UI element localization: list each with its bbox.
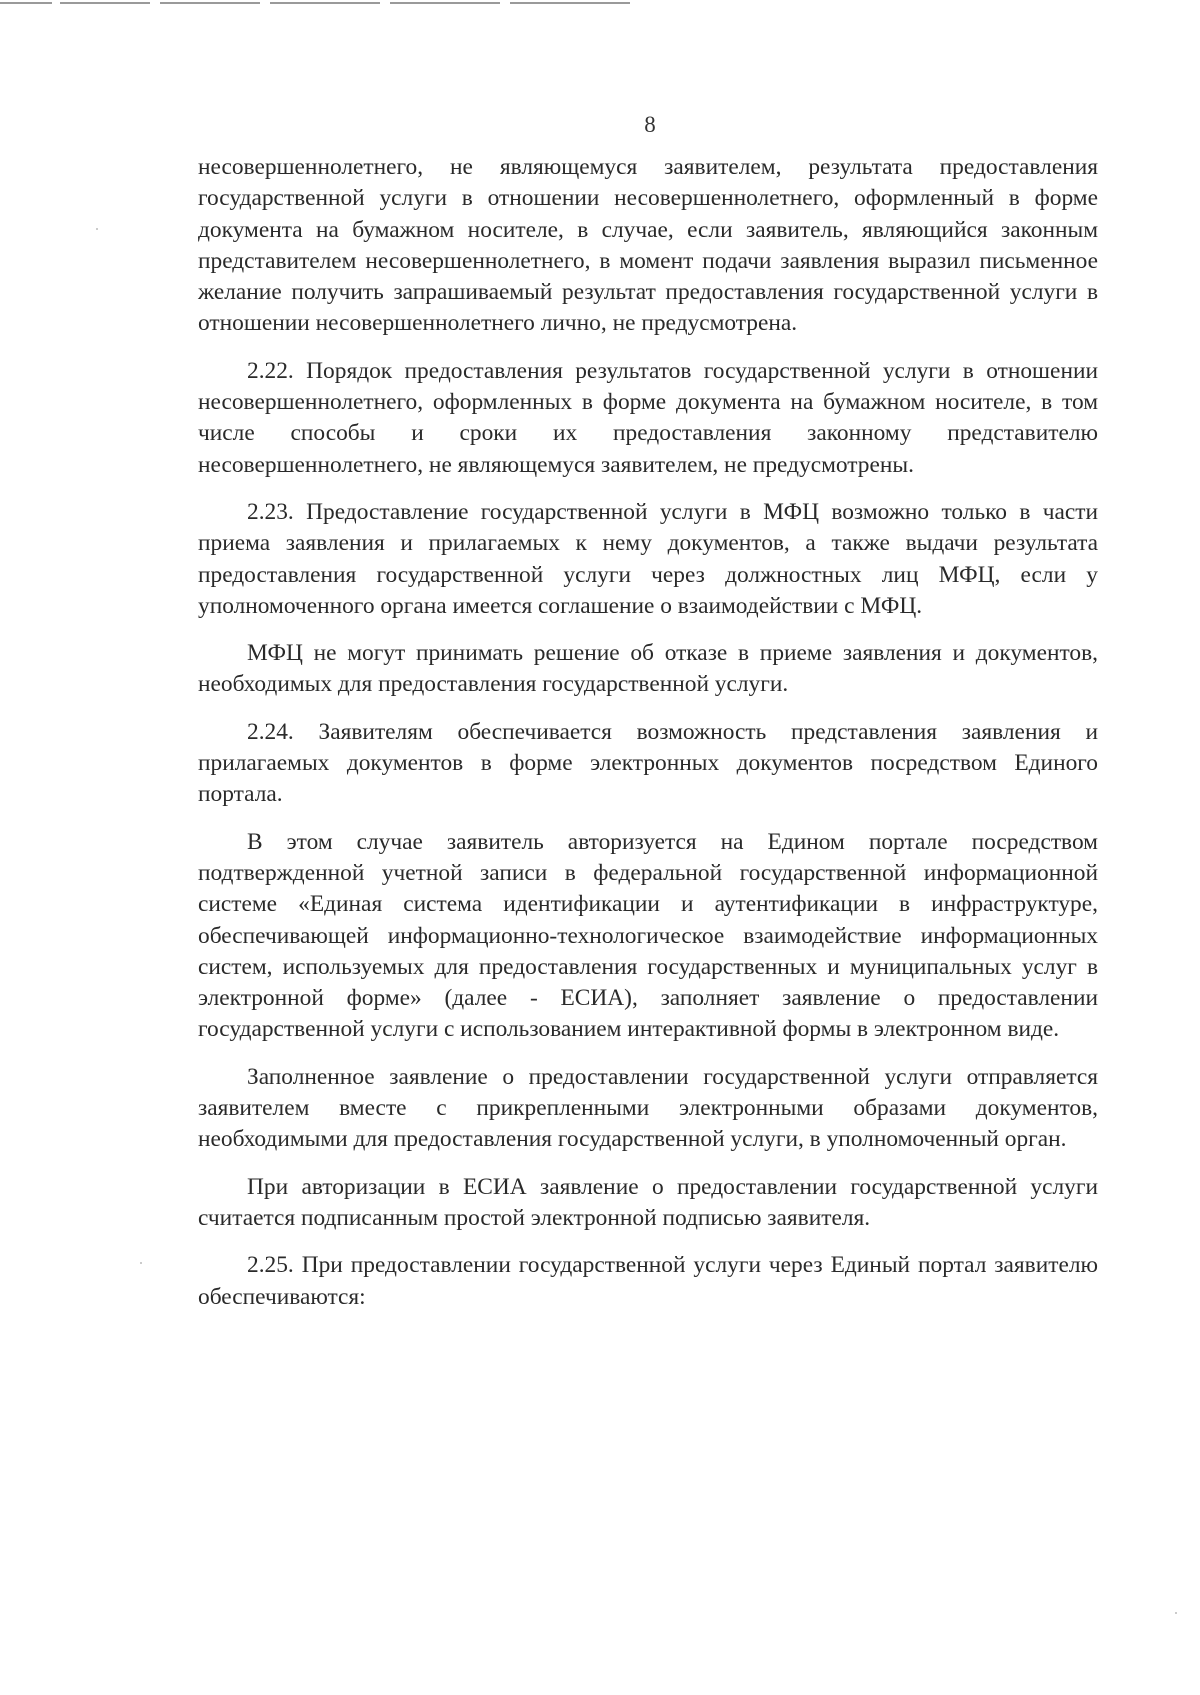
paragraph-2-22: 2.22. Порядок предоставления результатов государственной услуги в отношении несовершеннолетнего, оформленных в форме документа на бумажном носителе, в том числе способы и сроки их предоставления законному представителю несовершеннолетнего, не являющемуся заявителем, не предусмотрены. — [198, 357, 1098, 478]
scan-edge-line — [0, 2, 52, 4]
paragraph-2-24: 2.24. Заявителям обеспечивается возможность представления заявления и прилагаемых документов в форме электронных документов посредством Единого портала. — [198, 718, 1098, 808]
scan-edge-line — [390, 2, 500, 4]
paragraph-simple-signature: При авторизации в ЕСИА заявление о предоставлении государственной услуги считается подписанным простой электронной подписью заявителя. — [198, 1173, 1098, 1231]
paragraph-mfc-refusal: МФЦ не могут принимать решение об отказе в приеме заявления и документов, необходимых для предоставления государственной услуги. — [198, 640, 1098, 698]
paragraph-esia-authorization: В этом случае заявитель авторизуется на Едином портале посредством подтвержденной учетной записи в федеральной государственной информационной системе «Единая система идентификации и аутентификации в инфраструктуре, обеспечивающей информационно-технологическое взаимодействие информационных систем, используемых для предоставления государственных и муниципальных услуг в электронной форме» (далее - ЕСИА), заполняет заявление о предоставлении государственной услуги с использованием интерактивной формы в электронном виде. — [198, 828, 1098, 1043]
paragraph-filled-application: Заполненное заявление о предоставлении государственной услуги отправляется заявителем вместе с прикрепленными электронными образами документов, необходимыми для предоставления государственной услуги, в уполномоченный орган. — [198, 1063, 1098, 1153]
scan-edge-line — [270, 2, 380, 4]
scan-edge-line — [510, 2, 630, 4]
paragraph-2-25: 2.25. При предоставлении государственной услуги через Единый портал заявителю обеспечиваются: — [198, 1252, 1098, 1310]
scan-speck — [140, 1262, 142, 1264]
paragraph-continuation: несовершеннолетнего, не являющемуся заявителем, результата предоставления государственной услуги в отношении несовершеннолетнего, оформленный в форме документа на бумажном носителе, в случае, если заявитель, являющийся законным представителем несовершеннолетнего, в момент подачи заявления выразил письменное желание получить запрашиваемый результат предоставления государственной услуги в отношении несовершеннолетнего лично, не предусмотрена. — [198, 154, 1098, 337]
scan-speck — [1175, 1612, 1177, 1614]
scan-speck — [96, 228, 98, 230]
document-body — [198, 152, 1098, 1329]
paragraph-2-23: 2.23. Предоставление государственной услуги в МФЦ возможно только в части приема заявления и прилагаемых к нему документов, а также выдачи результата предоставления государственной услуги через должностных лиц МФЦ, если у уполномоченного органа имеется соглашение о взаимодействии с МФЦ. — [198, 498, 1098, 619]
scan-edge-line — [60, 2, 150, 4]
scan-edge-line — [160, 2, 260, 4]
page-number: 8 — [644, 112, 656, 137]
